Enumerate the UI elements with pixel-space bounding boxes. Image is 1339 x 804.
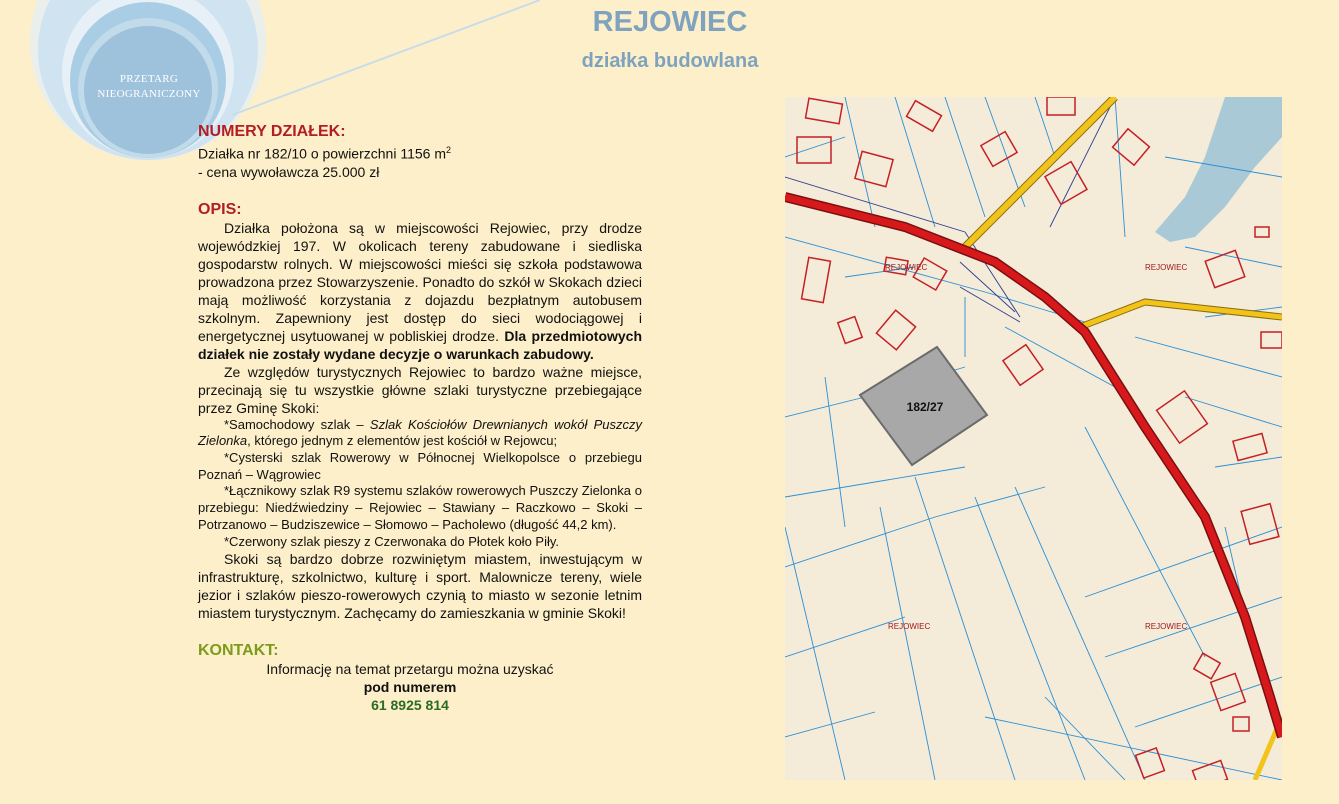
page-title: REJOWIEC <box>592 6 748 38</box>
page-subtitle: działka budowlana <box>581 50 759 72</box>
badge-line-2: NIEOGRANICZONY <box>97 88 201 100</box>
place-label-3: REJOWIEC <box>888 622 931 631</box>
contact-line-2-text: pod numerem <box>363 679 457 696</box>
opis-paragraph-3: Skoki są bardzo dobrze rozwiniętym miastem, inwestującym w infrastrukturę, szkolnictwo, kulturę i sport. Malownicze tereny, wiele jezior i szlaków pieszo-rowerowych czynią to miasto w sezonie letnim miastem turystycznym. Zachęcamy do zamieszkania w gminie Skoki! <box>198 551 642 622</box>
opis-para1-text: Działka położona są w miejscowości Rejowiec, przy drodze wojewódzkiej 197. W okolicach tereny zabudowane i siedliska gospodarstw rolnych. W miejscowości mieści się szkoła podstawowa prowadzona przez Stowarzyszenie. Ponadto do szkół w Skokach dzieci mają możliwość korzystania z dojazdu bezpłatnym autobusem szkolnym. Zapewniony jest dostęp do sieci wodociągowej i energetycznej usytuowanej w pobliskiej drodze. <box>198 219 642 344</box>
contact-phone: 61 8925 814 <box>371 697 449 714</box>
badge-line-1: PRZETARG <box>119 73 179 85</box>
opis-paragraph-1 <box>198 219 642 363</box>
contact-line-1: Informację na temat przetargu można uzyskać <box>266 661 554 678</box>
trail-3: *Łącznikowy szlak R9 systemu szlaków rowerowych Puszczy Zielonka o przebiegu: Niedźwiedziny – Rejowiec – Stawiany – Raczkowo – Skoki – Potrzanowo – Budziszewice – Słomowo – Pacholewo (długość 44,2 km). <box>198 483 642 532</box>
highlighted-parcel-label: 182/27 <box>906 400 944 414</box>
text-column <box>198 123 642 714</box>
trail1-italic: Szlak Kościołów Drewnianych wokół Puszczy Zielonka <box>198 416 643 449</box>
parcel-area-line <box>198 141 642 163</box>
area-unit-sup: 2 <box>446 145 452 155</box>
opis-heading: OPIS: <box>198 200 242 218</box>
trail-2: *Cysterski szlak Rowerowy w Północnej Wielkopolsce o przebiegu Poznań – Wągrowiec <box>198 450 642 482</box>
cadastral-map <box>785 97 1282 780</box>
place-label-2: REJOWIEC <box>1145 263 1188 272</box>
trail-4: *Czerwony szlak pieszy z Czerwonaka do Płotek koło Piły. <box>224 533 560 549</box>
contact-block <box>178 660 642 714</box>
opis-paragraph-2: Ze względów turystycznych Rejowiec to bardzo ważne miejsce, przecinają się tu wszystkie główne szlaki turystyczne przebiegające przez Gminę Skoki: <box>198 363 642 416</box>
numery-heading: NUMERY DZIAŁEK: <box>198 123 346 140</box>
parcel-area-text: Działka nr 182/10 o powierzchni 1156 m <box>198 145 446 162</box>
contact-line-2 <box>178 678 642 696</box>
place-label-1: REJOWIEC <box>885 263 928 272</box>
trail1-prefix: *Samochodowy szlak – <box>224 416 370 432</box>
place-label-4: REJOWIEC <box>1145 622 1188 631</box>
price-line: - cena wywoławcza 25.000 zł <box>198 163 380 180</box>
kontakt-heading: KONTAKT: <box>198 642 279 660</box>
trail1-suffix: , którego jednym z elementów jest kościół w Rejowcu; <box>247 433 558 449</box>
trail-1 <box>198 417 642 450</box>
opis-para1-bold: Dla przedmiotowych działek nie zostały wydane decyzje o warunkach zabudowy. <box>198 327 643 362</box>
